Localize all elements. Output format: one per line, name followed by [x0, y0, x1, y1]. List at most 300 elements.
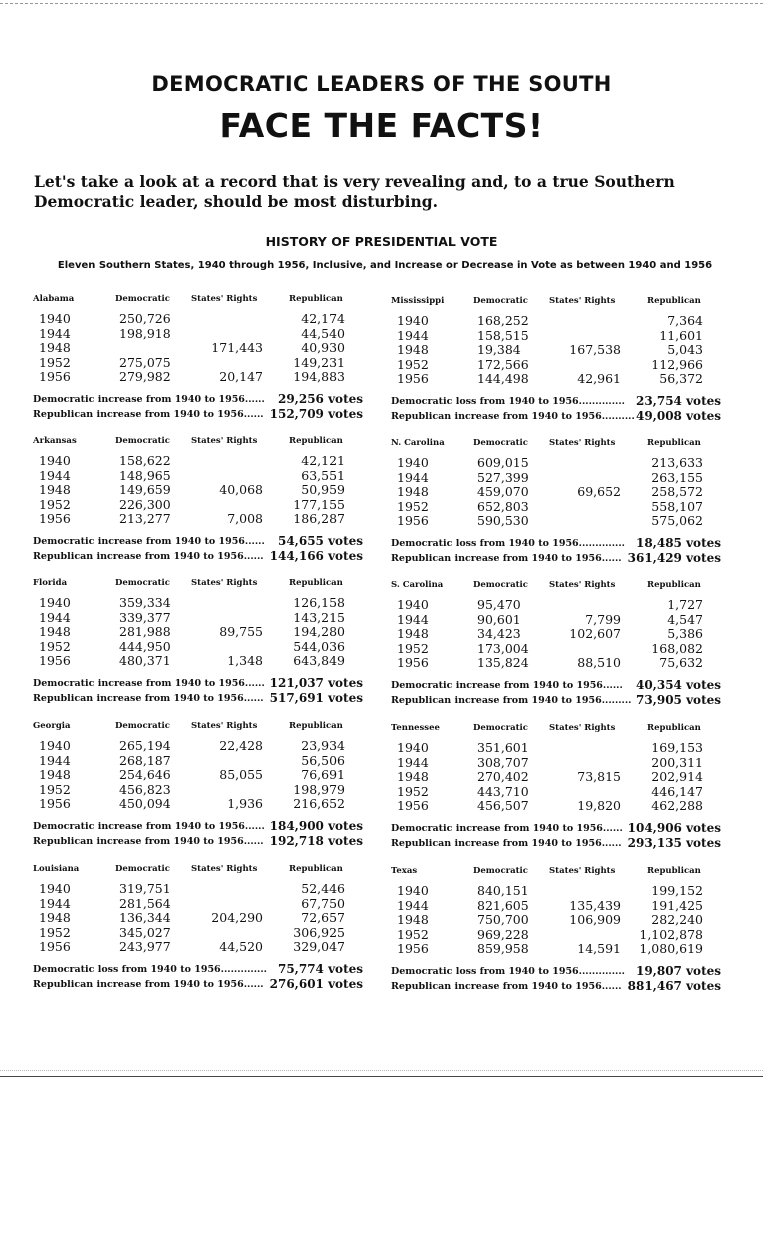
cell-year: 1940 [39, 738, 71, 753]
table-row [391, 755, 721, 769]
cell-republican: 168,082 [651, 640, 703, 656]
republican-change-label: Republican increase from 1940 to 1956...... [33, 551, 264, 562]
cell-democratic: 90,601 [477, 611, 521, 627]
state-block [33, 294, 363, 424]
table-row [33, 782, 363, 796]
bottom-rule-dotted [0, 1070, 763, 1071]
cell-republican: 643,849 [293, 653, 345, 668]
header-republican: Republican [647, 580, 701, 590]
cell-year: 1956 [39, 369, 71, 384]
table-row [33, 511, 363, 525]
cell-year: 1956 [397, 513, 429, 528]
table-row [391, 883, 721, 897]
democratic-change-value: 54,655 votes [277, 534, 363, 548]
democratic-change-value: 75,774 votes [277, 962, 363, 976]
cell-year: 1952 [397, 498, 429, 514]
table-row [33, 767, 363, 781]
table-row [33, 939, 363, 953]
cell-states-rights: 14,591 [577, 941, 621, 956]
cell-democratic: 213,277 [119, 511, 171, 526]
header-states-rights: States' Rights [549, 296, 616, 306]
democratic-change-label: Democratic loss from 1940 to 1956.............. [33, 964, 267, 975]
cell-democratic: 359,334 [119, 595, 171, 610]
cell-year: 1940 [397, 740, 429, 755]
cell-republican: 56,372 [659, 371, 703, 386]
cell-democratic: 19,384 [477, 342, 521, 357]
cell-democratic: 456,823 [119, 781, 171, 797]
cell-states-rights: 135,439 [569, 897, 621, 913]
cell-democratic: 34,423 [477, 626, 521, 641]
cell-republican: 213,633 [651, 455, 703, 470]
cell-republican: 199,152 [651, 883, 703, 898]
democratic-change-label: Democratic increase from 1940 to 1956...... [391, 823, 623, 834]
table-row [33, 595, 363, 609]
cell-democratic: 840,151 [477, 883, 529, 898]
header-republican: Republican [647, 866, 701, 876]
cell-year: 1948 [39, 624, 71, 639]
republican-change-label: Republican increase from 1940 to 1956...... [33, 836, 264, 847]
cell-republican: 42,121 [301, 453, 345, 468]
cell-states-rights: 40,068 [219, 482, 263, 497]
table-row [391, 941, 721, 955]
header-republican: Republican [289, 721, 343, 731]
cell-year: 1952 [39, 354, 71, 370]
cell-year: 1956 [39, 511, 71, 526]
cell-democratic: 144,498 [477, 371, 529, 386]
header-states-rights: States' Rights [191, 864, 258, 874]
cell-year: 1948 [39, 340, 71, 355]
header-republican: Republican [289, 578, 343, 588]
cell-republican: 72,657 [301, 910, 345, 925]
democratic-change-label: Democratic loss from 1940 to 1956.............. [391, 396, 625, 407]
cell-democratic: 281,988 [119, 624, 171, 639]
republican-change-value: 73,905 votes [635, 693, 721, 707]
header-democratic: Democratic [473, 438, 528, 448]
republican-change-value: 144,166 votes [269, 549, 363, 563]
cell-year: 1944 [397, 897, 429, 913]
state-block [391, 438, 721, 568]
cell-republican: 282,240 [651, 912, 703, 927]
cell-states-rights: 7,799 [585, 611, 621, 627]
cell-democratic: 158,515 [477, 327, 529, 343]
cell-year: 1956 [397, 655, 429, 670]
cell-democratic: 173,004 [477, 640, 529, 656]
table-row [33, 482, 363, 496]
republican-change-value: 152,709 votes [269, 407, 363, 421]
cell-year: 1956 [397, 798, 429, 813]
cell-states-rights: 102,607 [569, 626, 621, 641]
cell-republican: 575,062 [651, 513, 703, 528]
republican-change-label: Republican increase from 1940 to 1956...... [391, 838, 622, 849]
cell-states-rights: 167,538 [569, 342, 621, 357]
table-row [33, 910, 363, 924]
cell-democratic: 443,710 [477, 783, 529, 799]
cell-democratic: 345,027 [119, 924, 171, 940]
republican-change-label: Republican increase from 1940 to 1956.......... [391, 411, 635, 422]
cell-year: 1944 [397, 611, 429, 627]
cell-states-rights: 1,348 [227, 653, 263, 668]
cell-republican: 126,158 [293, 595, 345, 610]
cell-year: 1948 [39, 482, 71, 497]
section-subtitle: Eleven Southern States, 1940 through 1956, Inclusive, and Increase or Decrease in Vote as between 1940 and 1956 [57, 260, 713, 271]
cell-republican: 169,153 [651, 740, 703, 755]
republican-change-label: Republican increase from 1940 to 1956...... [33, 409, 264, 420]
democratic-change-value: 104,906 votes [627, 821, 721, 835]
table-row [391, 912, 721, 926]
state-block [33, 864, 363, 994]
cell-states-rights: 42,961 [577, 371, 621, 386]
cell-states-rights: 1,936 [227, 796, 263, 811]
cell-year: 1956 [397, 941, 429, 956]
cell-democratic: 480,371 [119, 653, 171, 668]
cell-democratic: 308,707 [477, 754, 529, 770]
table-row [33, 453, 363, 467]
democratic-change-value: 121,037 votes [269, 676, 363, 690]
state-name: Georgia [33, 721, 71, 731]
cell-republican: 186,287 [293, 511, 345, 526]
table-row [33, 311, 363, 325]
table-row [33, 624, 363, 638]
state-name: Tennessee [391, 723, 440, 733]
cell-democratic: 821,605 [477, 897, 529, 913]
header-states-rights: States' Rights [549, 866, 616, 876]
cell-year: 1952 [397, 783, 429, 799]
cell-republican: 23,934 [301, 738, 345, 753]
table-row [33, 497, 363, 511]
table-row [391, 641, 721, 655]
democratic-change-label: Democratic increase from 1940 to 1956...... [33, 536, 265, 547]
cell-states-rights: 171,443 [211, 340, 263, 355]
cell-year: 1956 [39, 939, 71, 954]
cell-republican: 7,364 [667, 313, 703, 328]
democratic-change-label: Democratic increase from 1940 to 1956...... [391, 680, 623, 691]
cell-democratic: 265,194 [119, 738, 171, 753]
cell-year: 1952 [397, 640, 429, 656]
cell-democratic: 450,094 [119, 796, 171, 811]
table-row [391, 357, 721, 371]
cell-republican: 306,925 [293, 924, 345, 940]
republican-change-value: 49,008 votes [635, 409, 721, 423]
table-row [391, 612, 721, 626]
cell-republican: 462,288 [651, 798, 703, 813]
state-block [391, 296, 721, 426]
cell-democratic: 95,470 [477, 597, 521, 612]
cell-democratic: 135,824 [477, 655, 529, 670]
cell-democratic: 459,070 [477, 484, 529, 499]
cell-democratic: 168,252 [477, 313, 529, 328]
state-block [33, 436, 363, 566]
cell-republican: 558,107 [651, 498, 703, 514]
cell-democratic: 158,622 [119, 453, 171, 468]
cell-republican: 63,551 [301, 467, 345, 483]
state-name: Texas [391, 866, 418, 876]
democratic-change-value: 18,485 votes [635, 536, 721, 550]
cell-year: 1948 [397, 484, 429, 499]
state-name: S. Carolina [391, 580, 444, 590]
cell-year: 1940 [39, 595, 71, 610]
table-row [33, 340, 363, 354]
cell-democratic: 652,803 [477, 498, 529, 514]
table-row [33, 326, 363, 340]
table-row [33, 653, 363, 667]
cell-republican: 76,691 [301, 767, 345, 782]
cell-year: 1952 [397, 356, 429, 372]
table-row [391, 740, 721, 754]
republican-change-value: 361,429 votes [627, 551, 721, 565]
cell-year: 1944 [39, 609, 71, 625]
cell-republican: 194,280 [293, 624, 345, 639]
header-states-rights: States' Rights [549, 580, 616, 590]
top-rule [0, 3, 763, 4]
cell-year: 1948 [39, 910, 71, 925]
header-republican: Republican [647, 723, 701, 733]
democratic-change-label: Democratic increase from 1940 to 1956...... [33, 821, 265, 832]
republican-change-value: 276,601 votes [269, 977, 363, 991]
cell-democratic: 859,958 [477, 941, 529, 956]
table-row [391, 328, 721, 342]
cell-year: 1940 [397, 455, 429, 470]
table-row [33, 610, 363, 624]
cell-states-rights: 85,055 [219, 767, 263, 782]
cell-year: 1944 [39, 467, 71, 483]
cell-states-rights: 73,815 [577, 769, 621, 784]
cell-republican: 329,047 [293, 939, 345, 954]
cell-year: 1956 [397, 371, 429, 386]
cell-republican: 40,930 [301, 340, 345, 355]
cell-democratic: 275,075 [119, 354, 171, 370]
table-row [391, 927, 721, 941]
cell-year: 1940 [397, 883, 429, 898]
cell-democratic: 281,564 [119, 895, 171, 911]
cell-year: 1952 [39, 781, 71, 797]
header-republican: Republican [289, 864, 343, 874]
democratic-change-value: 184,900 votes [269, 819, 363, 833]
header-republican: Republican [289, 294, 343, 304]
table-row [391, 798, 721, 812]
cell-democratic: 226,300 [119, 496, 171, 512]
table-row [391, 513, 721, 527]
republican-change-value: 192,718 votes [269, 834, 363, 848]
cell-republican: 177,155 [293, 496, 345, 512]
table-row [391, 484, 721, 498]
cell-year: 1952 [397, 926, 429, 942]
cell-year: 1948 [397, 342, 429, 357]
cell-democratic: 750,700 [477, 912, 529, 927]
state-block [33, 578, 363, 708]
cell-democratic: 444,950 [119, 638, 171, 654]
header-states-rights: States' Rights [191, 294, 258, 304]
table-row [33, 796, 363, 810]
cell-republican: 200,311 [651, 754, 703, 770]
cell-republican: 202,914 [651, 769, 703, 784]
header-states-rights: States' Rights [549, 438, 616, 448]
cell-republican: 1,727 [667, 597, 703, 612]
table-row [391, 898, 721, 912]
state-name: Florida [33, 578, 68, 588]
cell-democratic: 270,402 [477, 769, 529, 784]
republican-change-value: 293,135 votes [627, 836, 721, 850]
cell-year: 1940 [39, 881, 71, 896]
cell-republican: 67,750 [301, 895, 345, 911]
cell-democratic: 172,566 [477, 356, 529, 372]
cell-states-rights: 106,909 [569, 912, 621, 927]
header-states-rights: States' Rights [191, 721, 258, 731]
bottom-rule [0, 1076, 763, 1077]
intro-paragraph: Let's take a look at a record that is very revealing and, to a true Southern Democratic leader, should be most disturbing. [34, 172, 675, 211]
democratic-change-value: 29,256 votes [277, 392, 363, 406]
state-name: N. Carolina [391, 438, 445, 448]
table-row [33, 925, 363, 939]
header-democratic: Democratic [473, 296, 528, 306]
cell-democratic: 136,344 [119, 910, 171, 925]
header-states-rights: States' Rights [191, 436, 258, 446]
cell-year: 1944 [397, 469, 429, 485]
cell-year: 1940 [397, 597, 429, 612]
cell-year: 1948 [397, 769, 429, 784]
state-block [33, 721, 363, 851]
cell-democratic: 527,399 [477, 469, 529, 485]
cell-republican: 52,446 [301, 881, 345, 896]
cell-republican: 5,386 [667, 626, 703, 641]
cell-states-rights: 89,755 [219, 624, 263, 639]
cell-republican: 11,601 [659, 327, 703, 343]
cell-year: 1948 [39, 767, 71, 782]
republican-change-value: 517,691 votes [269, 691, 363, 705]
cell-year: 1952 [39, 924, 71, 940]
cell-republican: 5,043 [667, 342, 703, 357]
state-name: Louisiana [33, 864, 80, 874]
democratic-change-value: 19,807 votes [635, 964, 721, 978]
table-row [33, 753, 363, 767]
cell-year: 1944 [39, 895, 71, 911]
header-democratic: Democratic [473, 866, 528, 876]
header-democratic: Democratic [115, 436, 170, 446]
cell-republican: 1,080,619 [639, 941, 703, 956]
cell-states-rights: 204,290 [211, 910, 263, 925]
table-row [391, 342, 721, 356]
header-states-rights: States' Rights [549, 723, 616, 733]
republican-change-value: 881,467 votes [627, 979, 721, 993]
cell-year: 1948 [397, 912, 429, 927]
super-heading: DEMOCRATIC LEADERS OF THE SOUTH [151, 72, 612, 96]
header-democratic: Democratic [115, 294, 170, 304]
cell-republican: 1,102,878 [639, 926, 703, 942]
democratic-change-label: Democratic loss from 1940 to 1956.............. [391, 966, 625, 977]
header-republican: Republican [289, 436, 343, 446]
cell-democratic: 969,228 [477, 926, 529, 942]
cell-year: 1940 [39, 453, 71, 468]
table-row [391, 499, 721, 513]
democratic-change-label: Democratic increase from 1940 to 1956...... [33, 394, 265, 405]
cell-states-rights: 7,008 [227, 511, 263, 526]
table-row [391, 769, 721, 783]
republican-change-label: Republican increase from 1940 to 1956...... [391, 981, 622, 992]
table-row [391, 655, 721, 669]
state-block [391, 723, 721, 853]
table-row [33, 881, 363, 895]
democratic-change-label: Democratic loss from 1940 to 1956.............. [391, 538, 625, 549]
table-row [391, 470, 721, 484]
cell-year: 1956 [39, 653, 71, 668]
header-republican: Republican [647, 438, 701, 448]
cell-states-rights: 69,652 [577, 484, 621, 499]
cell-republican: 198,979 [293, 781, 345, 797]
cell-year: 1944 [39, 752, 71, 768]
cell-republican: 263,155 [651, 469, 703, 485]
democratic-change-label: Democratic increase from 1940 to 1956...... [33, 678, 265, 689]
cell-republican: 56,506 [301, 752, 345, 768]
header-republican: Republican [647, 296, 701, 306]
table-row [391, 784, 721, 798]
republican-change-label: Republican increase from 1940 to 1956...... [391, 553, 622, 564]
cell-republican: 191,425 [651, 897, 703, 913]
state-block [391, 580, 721, 710]
state-name: Mississippi [391, 296, 445, 306]
cell-year: 1948 [397, 626, 429, 641]
cell-states-rights: 19,820 [577, 798, 621, 813]
cell-democratic: 148,965 [119, 467, 171, 483]
cell-republican: 544,036 [293, 638, 345, 654]
cell-democratic: 254,646 [119, 767, 171, 782]
table-row [391, 313, 721, 327]
republican-change-label: Republican increase from 1940 to 1956......... [391, 695, 632, 706]
cell-democratic: 268,187 [119, 752, 171, 768]
state-name: Alabama [33, 294, 75, 304]
table-row [33, 369, 363, 383]
cell-democratic: 279,982 [119, 369, 171, 384]
cell-republican: 216,652 [293, 796, 345, 811]
cell-year: 1956 [39, 796, 71, 811]
table-row [33, 639, 363, 653]
republican-change-label: Republican increase from 1940 to 1956...... [33, 693, 264, 704]
cell-states-rights: 44,520 [219, 939, 263, 954]
cell-year: 1944 [39, 325, 71, 341]
cell-democratic: 198,918 [119, 325, 171, 341]
main-heading: FACE THE FACTS! [219, 106, 544, 145]
table-row [33, 355, 363, 369]
header-democratic: Democratic [473, 723, 528, 733]
header-states-rights: States' Rights [191, 578, 258, 588]
state-block [391, 866, 721, 996]
cell-democratic: 456,507 [477, 798, 529, 813]
table-row [391, 371, 721, 385]
cell-republican: 194,883 [293, 369, 345, 384]
cell-democratic: 250,726 [119, 311, 171, 326]
state-name: Arkansas [33, 436, 77, 446]
cell-republican: 149,231 [293, 354, 345, 370]
cell-year: 1952 [39, 638, 71, 654]
cell-states-rights: 20,147 [219, 369, 263, 384]
cell-democratic: 149,659 [119, 482, 171, 497]
table-row [391, 455, 721, 469]
cell-democratic: 351,601 [477, 740, 529, 755]
cell-states-rights: 22,428 [219, 738, 263, 753]
cell-republican: 50,959 [301, 482, 345, 497]
table-row [33, 896, 363, 910]
cell-republican: 258,572 [651, 484, 703, 499]
table-row [33, 468, 363, 482]
cell-republican: 75,632 [659, 655, 703, 670]
cell-republican: 112,966 [651, 356, 703, 372]
cell-republican: 143,215 [293, 609, 345, 625]
header-democratic: Democratic [473, 580, 528, 590]
table-row [391, 597, 721, 611]
cell-republican: 42,174 [301, 311, 345, 326]
republican-change-label: Republican increase from 1940 to 1956...... [33, 979, 264, 990]
cell-year: 1952 [39, 496, 71, 512]
democratic-change-value: 40,354 votes [635, 678, 721, 692]
cell-year: 1944 [397, 327, 429, 343]
